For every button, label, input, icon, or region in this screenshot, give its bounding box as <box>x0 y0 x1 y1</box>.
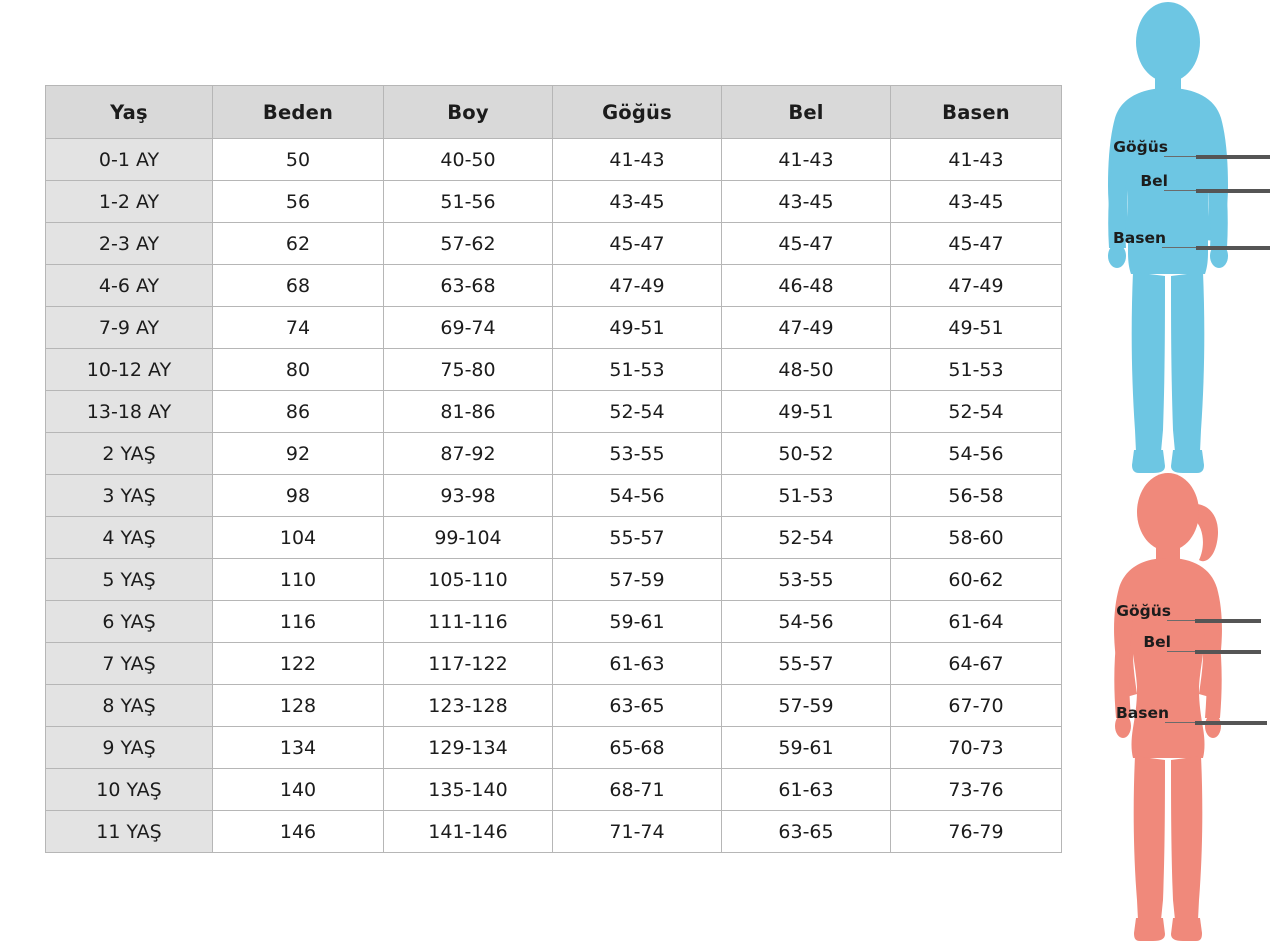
cell-chest: 52-54 <box>553 391 722 433</box>
cell-size: 116 <box>213 601 384 643</box>
cell-waist: 59-61 <box>722 727 891 769</box>
cell-waist: 57-59 <box>722 685 891 727</box>
boy-waist-band <box>1196 189 1270 193</box>
cell-chest: 53-55 <box>553 433 722 475</box>
cell-age: 7-9 AY <box>46 307 213 349</box>
boy-chest-leader-line <box>1164 156 1196 157</box>
cell-height: 99-104 <box>384 517 553 559</box>
cell-hip: 73-76 <box>891 769 1062 811</box>
cell-waist: 51-53 <box>722 475 891 517</box>
cell-waist: 50-52 <box>722 433 891 475</box>
girl-chest-band <box>1195 619 1261 623</box>
cell-size: 122 <box>213 643 384 685</box>
cell-hip: 61-64 <box>891 601 1062 643</box>
cell-size: 146 <box>213 811 384 853</box>
cell-age: 3 YAŞ <box>46 475 213 517</box>
cell-height: 93-98 <box>384 475 553 517</box>
cell-hip: 47-49 <box>891 265 1062 307</box>
cell-age: 10 YAŞ <box>46 769 213 811</box>
cell-hip: 45-47 <box>891 223 1062 265</box>
cell-height: 135-140 <box>384 769 553 811</box>
boy-hip-band <box>1196 246 1270 250</box>
cell-chest: 49-51 <box>553 307 722 349</box>
cell-age: 1-2 AY <box>46 181 213 223</box>
cell-height: 75-80 <box>384 349 553 391</box>
cell-size: 86 <box>213 391 384 433</box>
cell-size: 134 <box>213 727 384 769</box>
cell-waist: 49-51 <box>722 391 891 433</box>
cell-height: 57-62 <box>384 223 553 265</box>
cell-chest: 71-74 <box>553 811 722 853</box>
cell-age: 2 YAŞ <box>46 433 213 475</box>
cell-size: 68 <box>213 265 384 307</box>
size-chart-container <box>45 85 1055 853</box>
cell-age: 2-3 AY <box>46 223 213 265</box>
cell-height: 40-50 <box>384 139 553 181</box>
cell-size: 74 <box>213 307 384 349</box>
cell-waist: 54-56 <box>722 601 891 643</box>
table-row <box>46 517 1062 559</box>
table-row <box>46 139 1062 181</box>
table-head <box>46 86 1062 139</box>
cell-size: 50 <box>213 139 384 181</box>
cell-age: 6 YAŞ <box>46 601 213 643</box>
table-row <box>46 811 1062 853</box>
cell-hip: 76-79 <box>891 811 1062 853</box>
cell-chest: 45-47 <box>553 223 722 265</box>
table-row <box>46 307 1062 349</box>
cell-chest: 47-49 <box>553 265 722 307</box>
column-header-waist: Bel <box>722 86 891 139</box>
cell-age: 4 YAŞ <box>46 517 213 559</box>
column-header-size: Beden <box>213 86 384 139</box>
cell-chest: 43-45 <box>553 181 722 223</box>
cell-age: 0-1 AY <box>46 139 213 181</box>
cell-age: 9 YAŞ <box>46 727 213 769</box>
cell-size: 80 <box>213 349 384 391</box>
boy-silhouette-icon <box>1073 0 1263 480</box>
boy-hip-label: Basen <box>1112 229 1166 247</box>
table-row <box>46 181 1062 223</box>
cell-height: 117-122 <box>384 643 553 685</box>
table-header-row <box>46 86 1062 139</box>
girl-waist-band <box>1195 650 1261 654</box>
table-row <box>46 475 1062 517</box>
column-header-hip: Basen <box>891 86 1062 139</box>
table-row <box>46 349 1062 391</box>
cell-hip: 51-53 <box>891 349 1062 391</box>
cell-chest: 63-65 <box>553 685 722 727</box>
cell-hip: 58-60 <box>891 517 1062 559</box>
cell-size: 62 <box>213 223 384 265</box>
cell-hip: 64-67 <box>891 643 1062 685</box>
girl-hip-label: Basen <box>1115 704 1169 722</box>
cell-chest: 59-61 <box>553 601 722 643</box>
cell-height: 87-92 <box>384 433 553 475</box>
table-row <box>46 685 1062 727</box>
table-row <box>46 265 1062 307</box>
cell-hip: 54-56 <box>891 433 1062 475</box>
column-header-chest: Göğüs <box>553 86 722 139</box>
column-header-age: Yaş <box>46 86 213 139</box>
cell-waist: 48-50 <box>722 349 891 391</box>
cell-age: 4-6 AY <box>46 265 213 307</box>
table-row <box>46 727 1062 769</box>
cell-age: 8 YAŞ <box>46 685 213 727</box>
cell-hip: 49-51 <box>891 307 1062 349</box>
cell-hip: 60-62 <box>891 559 1062 601</box>
cell-chest: 54-56 <box>553 475 722 517</box>
cell-height: 111-116 <box>384 601 553 643</box>
boy-chest-label: Göğüs <box>1113 138 1168 156</box>
table-row <box>46 391 1062 433</box>
girl-hip-band <box>1195 721 1267 725</box>
girl-chest-leader-line <box>1167 620 1195 621</box>
cell-hip: 67-70 <box>891 685 1062 727</box>
table-row <box>46 559 1062 601</box>
cell-hip: 56-58 <box>891 475 1062 517</box>
table-row <box>46 643 1062 685</box>
table-row <box>46 601 1062 643</box>
cell-waist: 61-63 <box>722 769 891 811</box>
cell-hip: 52-54 <box>891 391 1062 433</box>
cell-hip: 43-45 <box>891 181 1062 223</box>
cell-age: 11 YAŞ <box>46 811 213 853</box>
cell-waist: 63-65 <box>722 811 891 853</box>
table-row <box>46 223 1062 265</box>
cell-height: 63-68 <box>384 265 553 307</box>
cell-chest: 55-57 <box>553 517 722 559</box>
column-header-height: Boy <box>384 86 553 139</box>
cell-waist: 45-47 <box>722 223 891 265</box>
girl-chest-label: Göğüs <box>1116 602 1171 620</box>
cell-size: 128 <box>213 685 384 727</box>
cell-size: 104 <box>213 517 384 559</box>
boy-figure-block <box>1055 0 1280 480</box>
girl-waist-label: Bel <box>1143 633 1171 651</box>
cell-size: 140 <box>213 769 384 811</box>
cell-chest: 41-43 <box>553 139 722 181</box>
cell-chest: 57-59 <box>553 559 722 601</box>
cell-waist: 46-48 <box>722 265 891 307</box>
cell-chest: 61-63 <box>553 643 722 685</box>
girl-waist-leader-line <box>1167 651 1195 652</box>
cell-waist: 55-57 <box>722 643 891 685</box>
cell-waist: 41-43 <box>722 139 891 181</box>
girl-hip-leader-line <box>1165 722 1195 723</box>
table-body <box>46 139 1062 853</box>
cell-height: 81-86 <box>384 391 553 433</box>
boy-waist-leader-line <box>1164 190 1196 191</box>
cell-chest: 51-53 <box>553 349 722 391</box>
table-row <box>46 769 1062 811</box>
cell-waist: 52-54 <box>722 517 891 559</box>
cell-waist: 47-49 <box>722 307 891 349</box>
cell-waist: 53-55 <box>722 559 891 601</box>
cell-size: 92 <box>213 433 384 475</box>
cell-chest: 68-71 <box>553 769 722 811</box>
cell-size: 56 <box>213 181 384 223</box>
table-row <box>46 433 1062 475</box>
cell-age: 7 YAŞ <box>46 643 213 685</box>
cell-size: 110 <box>213 559 384 601</box>
cell-waist: 43-45 <box>722 181 891 223</box>
cell-height: 69-74 <box>384 307 553 349</box>
cell-age: 5 YAŞ <box>46 559 213 601</box>
boy-hip-leader-line <box>1162 247 1196 248</box>
cell-hip: 70-73 <box>891 727 1062 769</box>
cell-age: 13-18 AY <box>46 391 213 433</box>
cell-hip: 41-43 <box>891 139 1062 181</box>
cell-height: 141-146 <box>384 811 553 853</box>
cell-age: 10-12 AY <box>46 349 213 391</box>
girl-figure-block <box>1055 468 1280 948</box>
boy-chest-band <box>1196 155 1270 159</box>
cell-chest: 65-68 <box>553 727 722 769</box>
cell-height: 129-134 <box>384 727 553 769</box>
cell-height: 51-56 <box>384 181 553 223</box>
boy-waist-label: Bel <box>1140 172 1168 190</box>
cell-height: 105-110 <box>384 559 553 601</box>
cell-height: 123-128 <box>384 685 553 727</box>
figures-panel <box>1055 0 1280 948</box>
cell-size: 98 <box>213 475 384 517</box>
size-chart-table <box>45 85 1062 853</box>
